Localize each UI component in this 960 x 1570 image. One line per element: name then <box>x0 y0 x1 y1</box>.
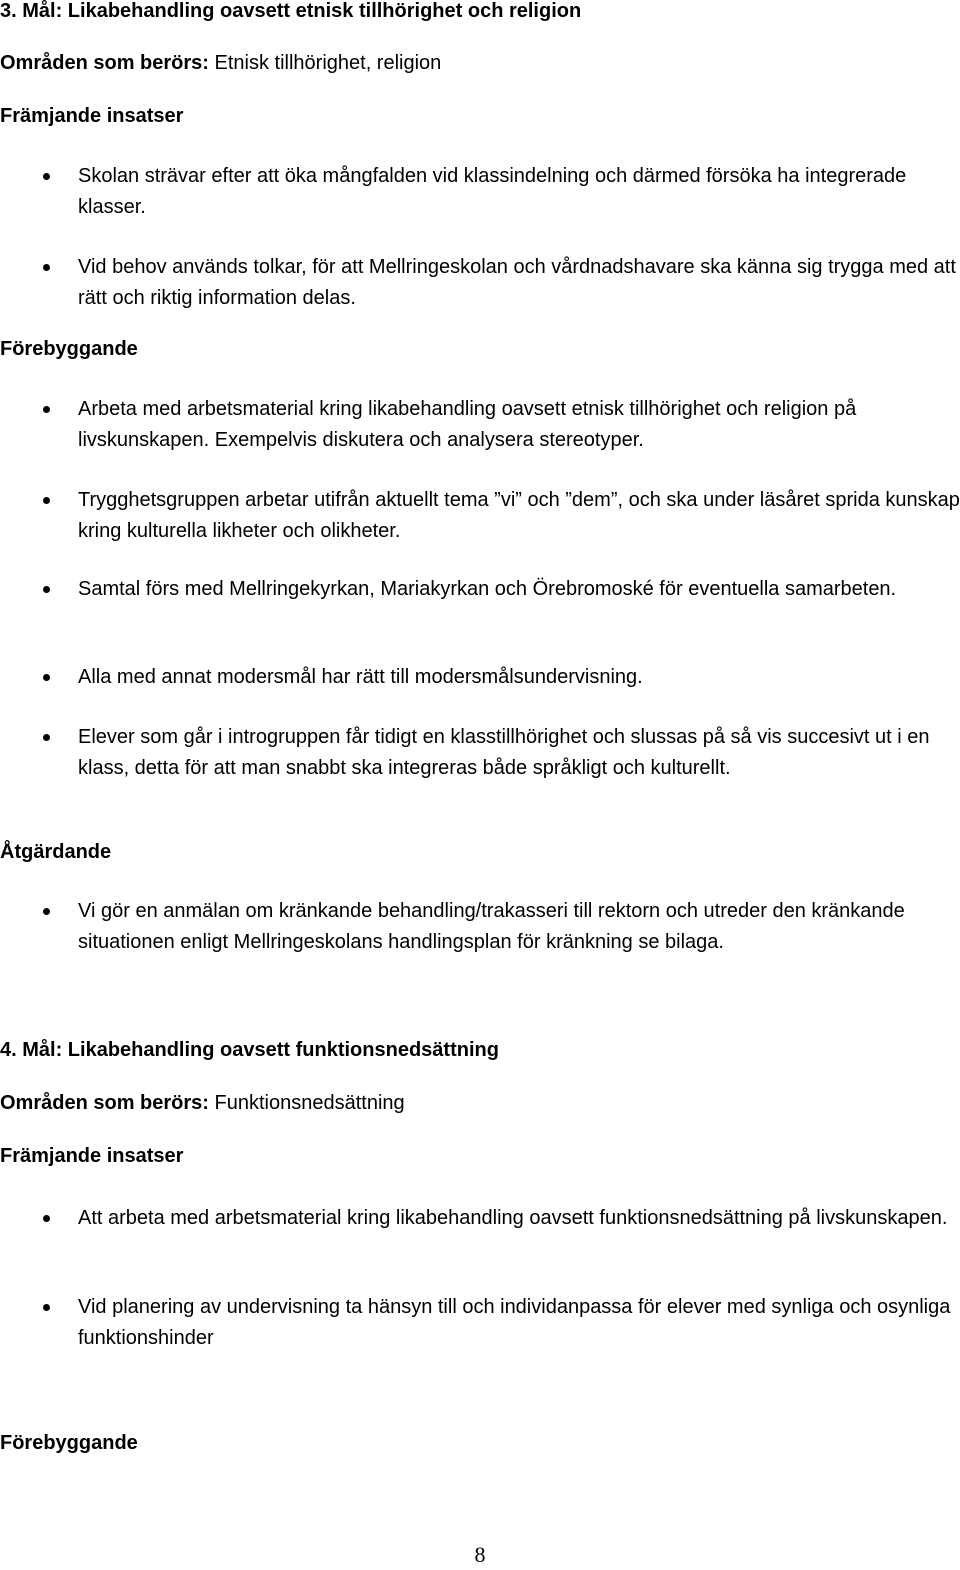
list-item-text: Vid behov används tolkar, för att Mellringeskolan och vårdnadshavare ska känna sig trygga med att rätt och riktig information delas. <box>78 256 956 309</box>
section-3-title: 3. Mål: Likabehandling oavsett etnisk tillhörighet och religion <box>0 0 582 22</box>
bullet-icon <box>43 406 50 413</box>
section-3-areas <box>0 52 441 75</box>
section-4-title: 4. Mål: Likabehandling oavsett funktionsnedsättning <box>0 1039 499 1061</box>
list-item-text: Trygghetsgruppen arbetar utifrån aktuellt tema ”vi” och ”dem”, och ska under läsåret sprida kunskap kring kulturella likheter och olikheter. <box>78 489 960 542</box>
section-4-promoting-heading: Främjande insatser <box>0 1145 184 1167</box>
bullet-icon <box>43 1215 50 1222</box>
list-item-text: Alla med annat modersmål har rätt till modersmålsundervisning. <box>78 666 643 688</box>
list-item-text: Elever som går i introgruppen får tidigt en klasstillhörighet och slussas på så vis succesivt ut i en klass, detta för att man snabbt ska integreras både språkligt och kulturellt. <box>78 726 930 779</box>
bullet-icon <box>43 173 50 180</box>
bullet-icon <box>43 674 50 681</box>
bullet-icon <box>43 734 50 741</box>
section-3-preventive-heading: Förebyggande <box>0 338 138 360</box>
bullet-icon <box>43 264 50 271</box>
list-item-text: Skolan strävar efter att öka mångfalden vid klassindelning och därmed försöka ha integrerade klasser. <box>78 165 907 218</box>
bullet-icon <box>43 1304 50 1311</box>
section-3-promoting-heading: Främjande insatser <box>0 105 184 127</box>
list-item-text: Samtal förs med Mellringekyrkan, Mariakyrkan och Örebromoské för eventuella samarbeten. <box>78 578 897 600</box>
section-3-remedial-heading: Åtgärdande <box>0 841 112 863</box>
section-4-areas <box>0 1092 405 1115</box>
bullet-icon <box>43 908 50 915</box>
bullet-icon <box>43 586 50 593</box>
list-item-text: Vid planering av undervisning ta hänsyn till och individanpassa för elever med synliga och osynliga funktionshinder <box>78 1296 951 1349</box>
areas-value: Funktionsnedsättning <box>208 1092 405 1114</box>
section-4-preventive-heading: Förebyggande <box>0 1432 138 1454</box>
areas-value: Etnisk tillhörighet, religion <box>208 52 442 74</box>
bullet-icon <box>43 497 50 504</box>
areas-label: Områden som berörs: <box>0 1092 209 1114</box>
areas-label: Områden som berörs: <box>0 52 209 74</box>
page-number: 8 <box>474 1542 486 1567</box>
list-item-text: Arbeta med arbetsmaterial kring likabehandling oavsett etnisk tillhörighet och religion på livskunskapen. Exempelvis diskutera och analysera stereotyper. <box>78 398 857 451</box>
list-item-text: Vi gör en anmälan om kränkande behandling/trakasseri till rektorn och utreder den kränkande situationen enligt Mellringeskolans handlingsplan för kränkning se bilaga. <box>78 900 905 953</box>
list-item-text: Att arbeta med arbetsmaterial kring likabehandling oavsett funktionsnedsättning på livskunskapen. <box>78 1207 948 1229</box>
